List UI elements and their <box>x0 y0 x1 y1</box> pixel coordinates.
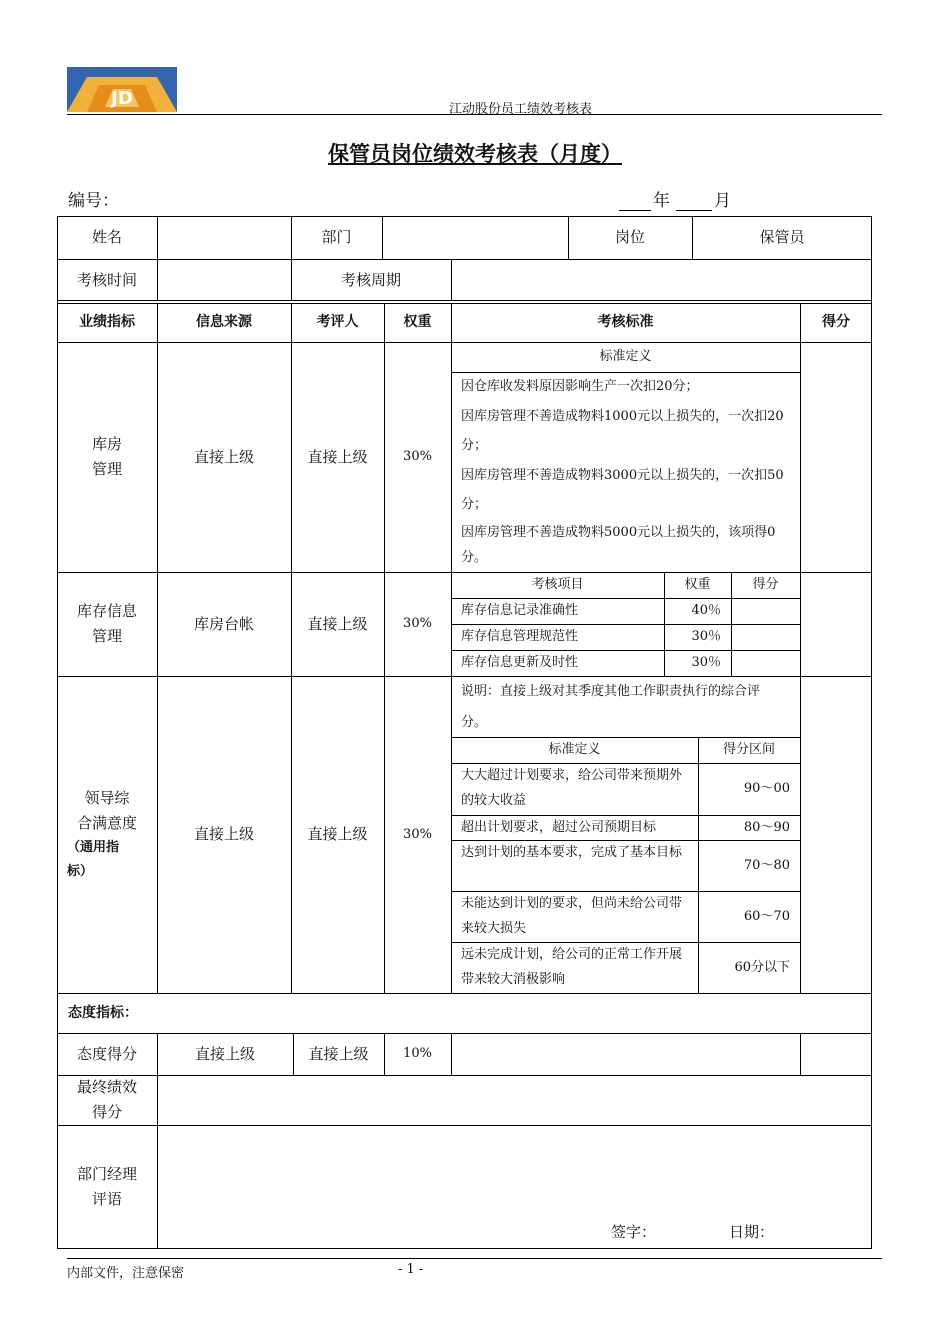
footer-divider <box>67 1258 882 1259</box>
page-number: - 1 - <box>398 1262 424 1277</box>
time-label: 考核时间 <box>76 270 137 289</box>
row3-item-def: 超出计划要求，超过公司预期目标 <box>461 820 657 835</box>
row3-item-range: 70～80 <box>743 857 790 873</box>
date-label: 日期： <box>729 1223 775 1241</box>
manager-comment-field[interactable] <box>157 1125 872 1220</box>
attitude-source: 直接上级 <box>194 1044 255 1063</box>
row2-item-weight: 40％ <box>691 603 721 618</box>
row3-weight: 30% <box>403 826 432 842</box>
svg-text:JD: JD <box>111 88 133 109</box>
final-score-field[interactable] <box>157 1075 872 1125</box>
page-title: 保管员岗位绩效考核表（月度） <box>328 142 622 166</box>
row3-indicator-cell <box>57 676 157 993</box>
col-source: 信息来源 <box>196 314 252 330</box>
row2-item-score-field[interactable] <box>731 598 800 624</box>
row2-item-score-field[interactable] <box>731 624 800 650</box>
row2-item-name: 库存信息更新及时性 <box>461 655 579 670</box>
row1-indicator: 库房 管理 <box>91 435 122 478</box>
month-blank[interactable] <box>676 196 712 211</box>
row1-std-header: 标准定义 <box>599 349 652 364</box>
period-field[interactable] <box>451 259 872 301</box>
row3-item-def: 大大超过计划要求，给公司带来预期外的较大收益 <box>461 768 683 808</box>
row1-std-text: 因仓库收发料原因影响生产一次扣20分； 因库房管理不善造成物料1000元以上损失的，一次扣20分； 因库房管理不善造成物料3000元以上损失的，一次扣50分； <box>461 379 784 512</box>
attitude-score-field[interactable] <box>800 1033 872 1075</box>
footer-confidential: 内部文件，注意保密 <box>67 1266 185 1281</box>
post-value: 保管员 <box>759 228 805 246</box>
header-divider <box>67 114 882 115</box>
row1-source: 直接上级 <box>193 447 254 466</box>
row2-weight: 30% <box>403 616 432 631</box>
period-label: 考核周期 <box>340 270 401 289</box>
post-label: 岗位 <box>614 228 645 246</box>
dept-label: 部门 <box>321 228 352 246</box>
row2-source: 库房台帐 <box>193 614 254 633</box>
logo-icon <box>67 67 177 112</box>
attitude-label: 态度得分 <box>76 1044 137 1063</box>
row3-item-def: 达到计划的基本要求，完成了基本目标 <box>461 845 683 860</box>
attitude-section-title: 态度指标： <box>68 1004 138 1021</box>
attitude-weight: 10% <box>403 1046 432 1061</box>
col-reviewer: 考评人 <box>316 314 359 330</box>
row2-subheader-item: 考核项目 <box>531 577 584 592</box>
row3-score-field[interactable] <box>800 676 872 993</box>
name-field[interactable] <box>157 216 291 259</box>
code-label: 编号： <box>68 191 119 211</box>
final-score-label: 最终绩效 得分 <box>76 1078 137 1121</box>
row3-indicator: 领导综 合满意度 <box>76 788 137 832</box>
row2-item-name: 库存信息记录准确性 <box>461 603 579 618</box>
time-field[interactable] <box>157 259 291 301</box>
row2-item-weight: 30％ <box>691 655 721 670</box>
row3-source: 直接上级 <box>193 825 254 843</box>
company-logo <box>67 67 177 112</box>
col-score: 得分 <box>822 314 850 330</box>
row3-subheader-range: 得分区间 <box>722 742 775 757</box>
row2-indicator: 库存信息 管理 <box>76 602 137 645</box>
row1-std-text-last: 因库房管理不善造成物料5000元以上损失的，该项得0分。 <box>461 525 776 565</box>
row2-subheader-score: 得分 <box>752 577 779 592</box>
row3-item-range: 60～70 <box>743 908 790 924</box>
row3-note: 说明：直接上级对其季度其他工作职责执行的综合评分。 <box>461 684 761 730</box>
dept-field[interactable] <box>382 216 568 259</box>
row3-subheader-def: 标准定义 <box>548 742 601 757</box>
year-blank[interactable] <box>619 196 651 211</box>
row3-item-range: 90～00 <box>743 781 790 796</box>
sign-label: 签字： <box>611 1223 657 1241</box>
name-label: 姓名 <box>91 228 122 246</box>
col-indicator: 业绩指标 <box>79 314 135 330</box>
row1-reviewer: 直接上级 <box>307 447 368 466</box>
row2-subheader-weight: 权重 <box>684 577 711 592</box>
month-label: 月 <box>714 191 731 211</box>
row2-item-weight: 30％ <box>691 629 721 644</box>
row2-item-name: 库存信息管理规范性 <box>461 629 579 644</box>
row3-reviewer: 直接上级 <box>307 825 368 843</box>
attitude-standard-field[interactable] <box>451 1033 800 1075</box>
row2-reviewer: 直接上级 <box>307 614 368 633</box>
form-header: 江动股份员工绩效考核表 <box>449 102 593 117</box>
row2-item-score-field[interactable] <box>731 650 800 676</box>
row3-item-range: 60分以下 <box>734 959 790 975</box>
year-label: 年 <box>653 191 670 211</box>
date-line <box>619 186 731 211</box>
row3-item-range: 80～90 <box>743 819 790 835</box>
row3-indicator-note: （通用指 标） <box>67 839 120 879</box>
col-standard: 考核标准 <box>597 314 654 330</box>
manager-comment-label: 部门经理 评语 <box>76 1164 137 1208</box>
row1-weight: 30% <box>403 449 432 464</box>
row3-item-def: 远未完成计划，给公司的正常工作开展带来较大消极影响 <box>461 947 683 987</box>
col-weight: 权重 <box>403 314 432 330</box>
row1-score-field[interactable] <box>800 342 872 572</box>
row2-score-field[interactable] <box>800 572 872 676</box>
row3-item-def: 未能达到计划的要求，但尚未给公司带来较大损失 <box>461 896 683 936</box>
attitude-reviewer: 直接上级 <box>308 1044 369 1063</box>
